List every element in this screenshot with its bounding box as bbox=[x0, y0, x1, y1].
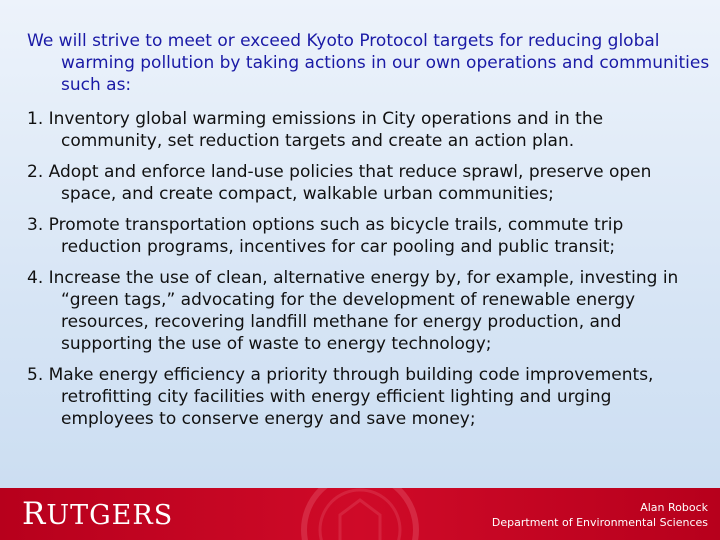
list-item: 1. Inventory global warming emissions in City operations and in the community, set reduction targets and create an action plan. bbox=[27, 109, 604, 151]
intro-paragraph: We will strive to meet or exceed Kyoto Protocol targets for reducing global warming pollution by taking actions in our own operations and communities such as: bbox=[27, 31, 710, 95]
rutgers-logo: RUTGERS bbox=[22, 496, 174, 532]
author-credit bbox=[492, 500, 708, 530]
footer-bar bbox=[0, 488, 720, 540]
author-name: Alan Robock bbox=[640, 501, 708, 514]
list-item: 5. Make energy efficiency a priority through building code improvements, retrofitting city facilities with energy efficient lighting and urging employees to conserve energy and save money; bbox=[27, 365, 654, 429]
action-list bbox=[27, 108, 692, 439]
list-item: 4. Increase the use of clean, alternative energy by, for example, investing in “green tags,” advocating for the development of renewable energy resources, recovering landfill methane for energy production, and supporting the use of waste to energy technology; bbox=[27, 268, 679, 354]
list-item: 3. Promote transportation options such as bicycle trails, commute trip reduction programs, incentives for car pooling and public transit; bbox=[27, 215, 624, 257]
list-item: 2. Adopt and enforce land-use policies that reduce sprawl, preserve open space, and create compact, walkable urban communities; bbox=[27, 162, 652, 204]
department-name: Department of Environmental Sciences bbox=[491, 516, 708, 529]
seal-watermark-icon bbox=[300, 488, 420, 540]
